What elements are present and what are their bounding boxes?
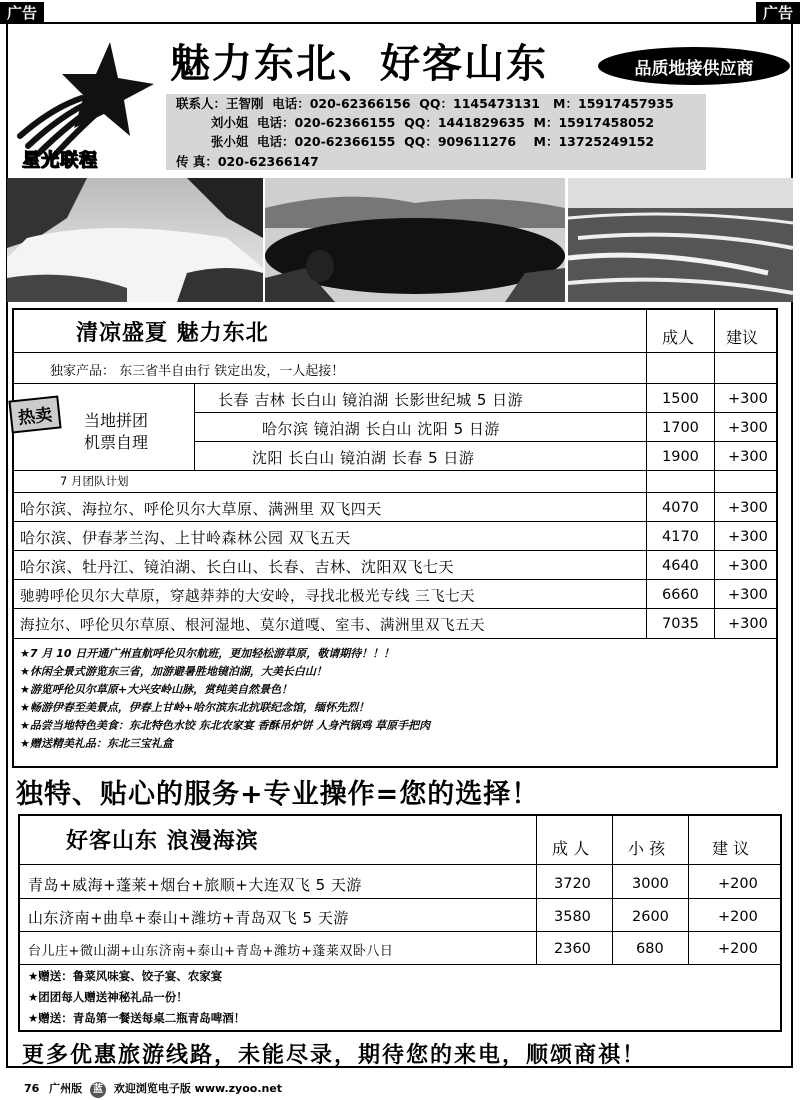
contact-line-1: 联系人：王智刚 电话：020-62366156 QQ：1145473131 M：15917457935 <box>176 96 674 111</box>
route-suggest: +300 <box>728 529 768 545</box>
page-title: 魅力东北、好客山东 <box>170 41 548 87</box>
route-adult-price: 3720 <box>554 876 591 892</box>
hot-desc-line-2: 机票自理 <box>84 433 149 452</box>
col-adult-header: 成人 <box>662 328 695 347</box>
route-name: 青岛+威海+蓬莱+烟台+旅顺+大连双飞 5 天游 <box>28 876 362 894</box>
service-slogan: 独特、贴心的服务+专业操作=您的选择！ <box>16 779 540 810</box>
route-name: 长春 吉林 长白山 镜泊湖 长影世纪城 5 日游 <box>218 391 524 409</box>
route-name: 海拉尔、呼伦贝尔草原、根河湿地、莫尔道嘎、室韦、满洲里双飞五天 <box>20 618 485 634</box>
page-footer <box>24 1080 282 1098</box>
crater-lake-photo <box>265 178 565 302</box>
route-price: 7035 <box>662 616 699 632</box>
ad-label-right: 广告 <box>756 2 800 24</box>
ad-label-left: 广告 <box>0 2 44 24</box>
website-link[interactable]: 欢迎浏览电子版 www.zyoo.net <box>113 1082 283 1095</box>
note-line: ★品尝当地特色美食：东北特色水饺 东北农家宴 香酥吊炉饼 人身汽锅鸡 草原手把肉 <box>20 719 431 732</box>
route-price: 1700 <box>662 420 699 436</box>
route-name: 台儿庄+微山湖+山东济南+泰山+青岛+潍坊+蓬莱双卧八日 <box>28 944 394 959</box>
route-suggest: +300 <box>728 449 768 465</box>
hot-desc-line-1: 当地拼团 <box>84 411 149 430</box>
route-suggest: +200 <box>718 941 758 957</box>
col-child-header: 小 孩 <box>628 839 666 858</box>
route-suggest: +300 <box>728 587 768 603</box>
logo-name: 星光联程 <box>22 150 98 171</box>
route-adult-price: 3580 <box>554 909 591 925</box>
col-suggest-header: 建 议 <box>712 839 750 858</box>
edition-label: 广州版 <box>49 1082 83 1095</box>
route-child-price: 680 <box>636 941 664 957</box>
route-child-price: 3000 <box>632 876 669 892</box>
note-line: ★赠送：青岛第一餐送每桌二瓶青岛啤酒！ <box>28 1011 246 1025</box>
hot-sale-badge: 热卖 <box>8 395 61 433</box>
waterfall-photo <box>7 178 263 302</box>
closing-slogan: 更多优惠旅游线路，未能尽录，期待您的来电，顺颂商祺！ <box>22 1043 647 1068</box>
note-line: ★游览呼伦贝尔草原+大兴安岭山脉，赏纯美自然景色！ <box>20 683 293 696</box>
route-suggest: +300 <box>728 558 768 574</box>
route-name: 驰骋呼伦贝尔大草原，穿越莽莽的大安岭，寻找北极光专线 三飞七天 <box>20 589 476 605</box>
note-line: ★7 月 10 日开通广州直航呼伦贝尔航班，更加轻松游草原，敬请期待！！！ <box>20 647 395 660</box>
route-suggest: +300 <box>728 500 768 516</box>
route-price: 1500 <box>662 391 699 407</box>
contact-line-2: 刘小姐 电话：020-62366155 QQ：1441829635 M：15917458052 <box>176 115 655 130</box>
col-suggest-header: 建议 <box>726 328 759 347</box>
supplier-badge: 品质地接供应商 <box>598 47 790 85</box>
note-line: ★赠送精美礼品：东北三宝礼盒 <box>20 737 173 750</box>
team-plan-label: 7 月团队计划 <box>60 474 129 488</box>
route-price: 4170 <box>662 529 699 545</box>
route-price: 4640 <box>662 558 699 574</box>
note-line: ★赠送：鲁菜风味宴、饺子宴、农家宴 <box>28 969 223 983</box>
route-adult-price: 2360 <box>554 941 591 957</box>
route-name: 沈阳 长白山 镜泊湖 长春 5 日游 <box>252 449 475 467</box>
route-suggest: +200 <box>718 876 758 892</box>
route-name: 哈尔滨、伊春茅兰沟、上甘岭森林公园 双飞五天 <box>20 529 351 547</box>
route-name: 哈尔滨、牡丹江、镜泊湖、长白山、长春、吉林、沈阳双飞七天 <box>20 558 455 576</box>
route-name: 山东济南+曲阜+泰山+潍坊+青岛双飞 5 天游 <box>28 909 349 927</box>
route-price: 1900 <box>662 449 699 465</box>
page-number: 76 <box>24 1082 40 1095</box>
route-suggest: +200 <box>718 909 758 925</box>
exclusive-product-line: 独家产品： 东三省半自由行 铁定出发，一人起接！ <box>50 364 345 379</box>
route-name: 哈尔滨 镜泊湖 长白山 沈阳 5 日游 <box>262 420 500 438</box>
edition-circle-icon: 蓝 <box>90 1082 106 1098</box>
route-suggest: +300 <box>728 616 768 632</box>
note-line: ★团团每人赠送神秘礼品一份！ <box>28 990 188 1004</box>
northeast-section-title: 清凉盛夏 魅力东北 <box>76 321 269 346</box>
col-adult-header: 成 人 <box>552 839 590 858</box>
note-line: ★休闲全景式游览东三省，加游避暑胜地镜泊湖，大美长白山！ <box>20 665 327 678</box>
fax-line: 传 真：020-62366147 <box>176 154 319 169</box>
wetland-photo <box>568 178 793 302</box>
shandong-section-title: 好客山东 浪漫海滨 <box>66 829 259 854</box>
note-line: ★畅游伊春至美景点，伊春上甘岭+哈尔滨东北抗联纪念馆，缅怀先烈！ <box>20 701 370 714</box>
route-price: 4070 <box>662 500 699 516</box>
route-name: 哈尔滨、海拉尔、呼伦贝尔大草原、满洲里 双飞四天 <box>20 500 382 518</box>
route-child-price: 2600 <box>632 909 669 925</box>
route-suggest: +300 <box>728 420 768 436</box>
route-suggest: +300 <box>728 391 768 407</box>
contact-line-3: 张小姐 电话：020-62366155 QQ：909611276 M：13725249152 <box>176 134 655 149</box>
route-price: 6660 <box>662 587 699 603</box>
